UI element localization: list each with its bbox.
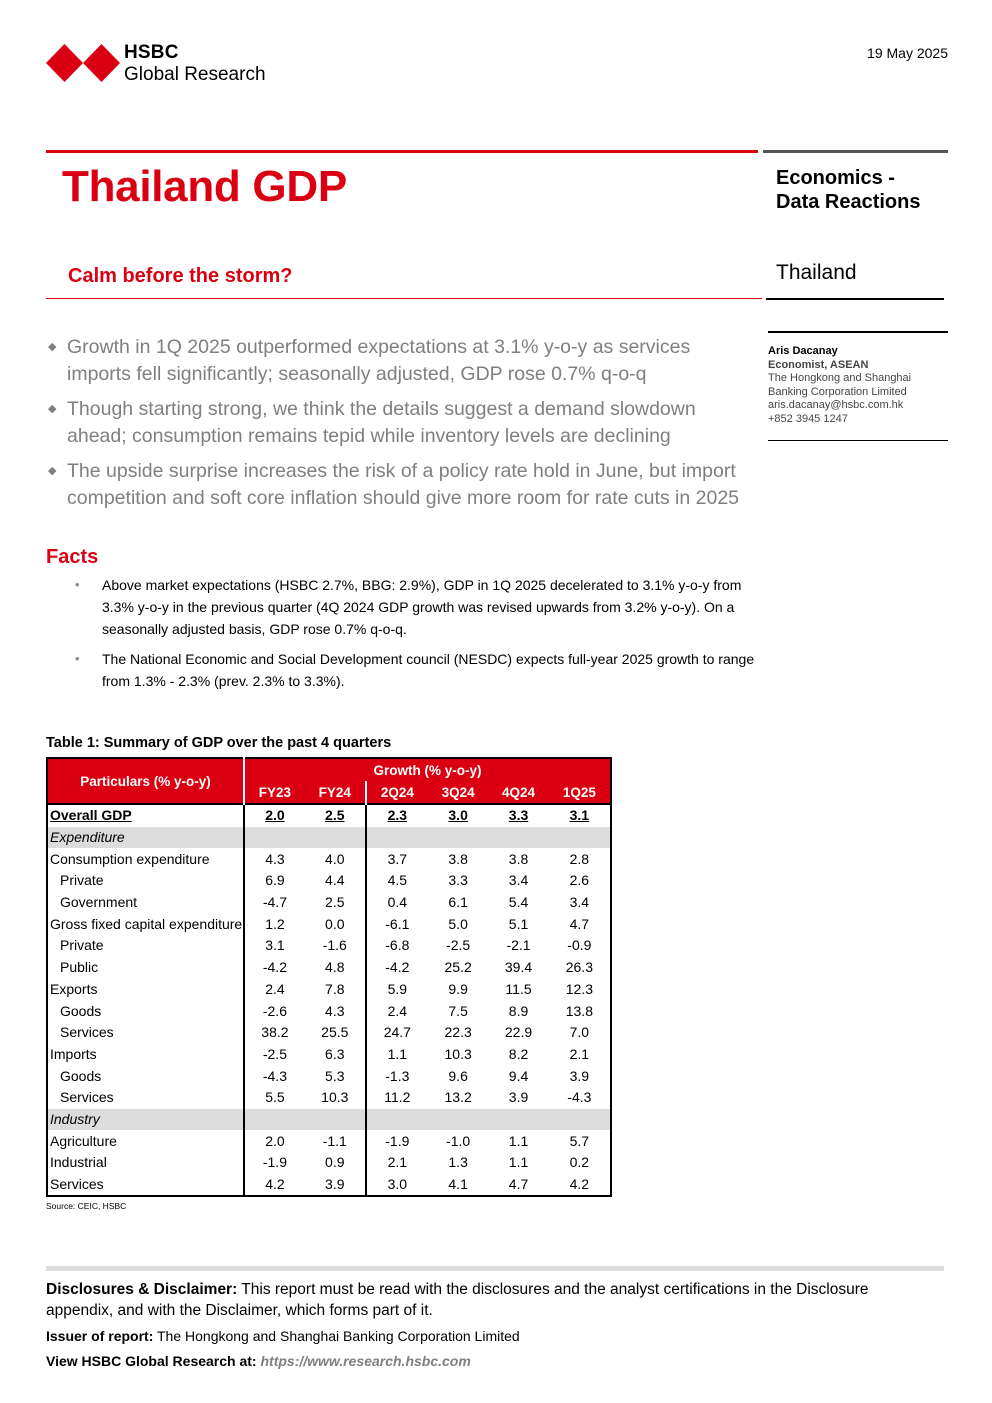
column-header: FY24: [305, 781, 366, 804]
country-label: Thailand: [776, 261, 857, 284]
table-cell: 8.2: [508, 1045, 529, 1062]
table-cell: -6.8: [366, 935, 428, 957]
research-link[interactable]: https://www.research.hsbc.com: [260, 1353, 471, 1369]
table-cell: [549, 1109, 611, 1131]
disclosure-note: [46, 1279, 926, 1321]
table-cell: 9.9: [448, 980, 468, 997]
table-row: [47, 1065, 611, 1087]
author-org-1: The Hongkong and Shanghai: [768, 372, 912, 384]
issuer-text: The Hongkong and Shanghai Banking Corporation Limited: [157, 1328, 520, 1344]
bullet-dot-icon: •: [75, 577, 80, 592]
table-row: [47, 1130, 611, 1152]
diamond-bullet-icon: ◆: [48, 465, 57, 477]
section-row: [47, 1109, 611, 1131]
table-cell: 2.1: [569, 1045, 590, 1062]
table-cell: 3.0: [428, 804, 488, 827]
table-cell: 5.4: [508, 894, 529, 911]
table-cell: 4.3: [325, 1002, 345, 1019]
page-title: Thailand GDP: [62, 162, 347, 211]
column-header: 3Q24: [428, 781, 488, 804]
table-cell: 13.2: [444, 1089, 472, 1106]
table-cell: 6.3: [325, 1045, 345, 1062]
row-label: Agriculture: [47, 1130, 244, 1152]
row-label: Imports: [47, 1044, 244, 1066]
brand-subtitle: Global Research: [124, 64, 266, 85]
table-cell: 4.8: [325, 959, 345, 976]
column-header: 2Q24: [366, 781, 428, 804]
table-cell: 3.7: [366, 848, 428, 870]
table-row: [47, 957, 611, 979]
row-label: Goods: [47, 1065, 244, 1087]
page-subtitle: Calm before the storm?: [68, 265, 293, 287]
table-cell: -4.7: [262, 894, 287, 911]
title-rule: [46, 150, 758, 153]
table-cell: 0.2: [569, 1154, 590, 1171]
view-label: View HSBC Global Research at:: [46, 1353, 257, 1369]
highlight-item: ◆ Growth in 1Q 2025 outperformed expectations at 3.1% y-o-y as services imports fell significantly; seasonally adjusted, GDP rose 0.7% q-o-q: [48, 336, 691, 385]
table-cell: 2.5: [305, 804, 366, 827]
table-cell: 2.5: [325, 894, 345, 911]
table-cell: 3.9: [325, 1176, 345, 1193]
table-cell: 7.0: [569, 1024, 590, 1041]
table-cell: 1.1: [508, 1154, 529, 1171]
disclosure-label: Disclosures & Disclaimer:: [46, 1281, 238, 1298]
table-cell: 4.5: [366, 870, 428, 892]
table-cell: 4.2: [569, 1176, 590, 1193]
row-label: Services: [47, 1087, 244, 1109]
diamond-bullet-icon: ◆: [48, 403, 57, 415]
table-row: [47, 870, 611, 892]
row-label: Goods: [47, 1000, 244, 1022]
table-cell: 4.3: [265, 850, 285, 867]
table-cell: 24.7: [366, 1022, 428, 1044]
report-category: [776, 166, 921, 214]
table-cell: -4.2: [366, 957, 428, 979]
table-cell: 2.0: [265, 1132, 285, 1149]
row-label: Private: [47, 870, 244, 892]
particulars-header: Particulars (% y-o-y): [47, 758, 244, 804]
fact-item: • The National Economic and Social Development council (NESDC) expects full-year 2025 growth to range from 1.3% - 2.3% (prev. 2.3% to 3.3%).: [75, 648, 765, 692]
table-cell: [549, 827, 611, 849]
sidebar-rule: [763, 150, 948, 153]
table-cell: -6.1: [366, 913, 428, 935]
table-cell: -2.6: [262, 1002, 287, 1019]
table-source: Source: CEIC, HSBC: [46, 1201, 127, 1211]
highlight-item: ◆ The upside surprise increases the risk of a policy rate hold in June, but import competition and soft core inflation should give more room for rate cuts in 2025: [48, 460, 740, 509]
table-cell: 5.3: [325, 1067, 345, 1084]
author-rule-bottom: [768, 440, 948, 441]
column-header: 1Q25: [549, 781, 611, 804]
author-org-2: Banking Corporation Limited: [768, 385, 907, 398]
table-cell: 2.1: [366, 1152, 428, 1174]
author-block: [768, 345, 911, 426]
table-cell: 1.2: [265, 915, 285, 932]
category-line-2: Data Reactions: [776, 191, 921, 213]
author-name: Aris Dacanay: [768, 345, 838, 357]
author-phone: +852 3945 1247: [768, 412, 848, 425]
table-cell: 4.2: [265, 1176, 285, 1193]
table-cell: 39.4: [504, 959, 533, 976]
section-label: Expenditure: [47, 827, 244, 849]
table-cell: 10.3: [321, 1089, 349, 1106]
table-cell: 0.4: [366, 892, 428, 914]
gdp-summary-table: [46, 757, 612, 1197]
table-cell: 4.7: [569, 915, 590, 932]
table-cell: 2.4: [265, 980, 285, 997]
table-cell: -4.3: [567, 1089, 592, 1106]
table-cell: 26.3: [565, 959, 593, 976]
view-research: [46, 1353, 471, 1369]
table-cell: 8.9: [508, 1002, 529, 1019]
row-label: Services: [47, 1022, 244, 1044]
table-row: [47, 1022, 611, 1044]
table-cell: 11.5: [505, 980, 532, 997]
table-title: Table 1: Summary of GDP over the past 4 quarters: [46, 735, 392, 751]
table-cell: 9.4: [508, 1067, 529, 1084]
column-header: FY23: [244, 781, 305, 804]
issuer-note: [46, 1328, 520, 1344]
table-cell: [305, 1109, 366, 1131]
table-cell: 3.9: [508, 1089, 529, 1106]
table-cell: 2.3: [366, 804, 428, 827]
table-cell: -1.3: [366, 1065, 428, 1087]
table-cell: 4.0: [325, 850, 345, 867]
column-header: 4Q24: [488, 781, 548, 804]
table-cell: 5.7: [569, 1132, 590, 1149]
table-cell: 0.9: [325, 1154, 345, 1171]
table-cell: -2.5: [446, 937, 471, 954]
table-cell: 22.3: [444, 1024, 472, 1041]
fact-item: • Above market expectations (HSBC 2.7%, BBG: 2.9%), GDP in 1Q 2025 decelerated to 3.1% y-o-y from 3.3% y-o-y in the previous quarter (4Q 2024 GDP growth was revised upwards from 3.2% y-o-y). On a seasonally adjusted basis, GDP rose 0.7% q-o-q.: [75, 574, 765, 640]
table-cell: [366, 827, 428, 849]
highlights-list: [46, 334, 746, 520]
table-cell: 7.8: [325, 980, 345, 997]
table-row: [47, 935, 611, 957]
diamond-bullet-icon: ◆: [48, 341, 57, 353]
table-cell: 2.4: [366, 1000, 428, 1022]
table-cell: 2.8: [569, 850, 590, 867]
subtitle-rule: [46, 298, 762, 299]
table-cell: -2.1: [506, 937, 531, 954]
table-cell: [305, 827, 366, 849]
brand-name: HSBC: [124, 42, 179, 63]
row-label: Government: [47, 892, 244, 914]
table-cell: 1.1: [366, 1044, 428, 1066]
country-rule: [766, 298, 944, 300]
table-cell: 3.4: [508, 872, 529, 889]
table-cell: 7.5: [448, 1002, 468, 1019]
row-label: Private: [47, 935, 244, 957]
table-cell: 5.1: [508, 915, 529, 932]
row-label: Overall GDP: [47, 804, 244, 827]
table-cell: -1.9: [366, 1130, 428, 1152]
table-cell: 1.1: [508, 1132, 529, 1149]
table-cell: 4.7: [508, 1176, 529, 1193]
highlight-item: ◆ Though starting strong, we think the details suggest a demand slowdown ahead; consumption remains tepid while inventory levels are declining: [48, 398, 696, 447]
category-line-1: Economics -: [776, 167, 895, 189]
table-cell: [428, 827, 488, 849]
table-cell: 2.6: [569, 872, 590, 889]
row-label: Industrial: [47, 1152, 244, 1174]
facts-heading: Facts: [46, 546, 99, 568]
row-label: Consumption expenditure: [47, 848, 244, 870]
growth-header: Growth (% y-o-y): [244, 758, 611, 781]
table-cell: 25.2: [444, 959, 472, 976]
table-cell: 3.1: [265, 937, 285, 954]
table-row: [47, 913, 611, 935]
report-date: 19 May 2025: [867, 45, 948, 61]
table-cell: [244, 1109, 305, 1131]
table-cell: 4.4: [325, 872, 345, 889]
table-cell: 9.6: [448, 1067, 468, 1084]
table-cell: 5.9: [366, 979, 428, 1001]
table-row: [47, 1087, 611, 1109]
table-cell: 0.0: [325, 915, 345, 932]
table-cell: 25.5: [321, 1024, 349, 1041]
section-row: [47, 827, 611, 849]
table-cell: 1.3: [448, 1154, 468, 1171]
table-cell: [244, 827, 305, 849]
author-role: Economist, ASEAN: [768, 358, 869, 371]
table-cell: [488, 827, 548, 849]
table-cell: -4.3: [262, 1067, 287, 1084]
table-row: [47, 1152, 611, 1174]
table-row: [47, 1044, 611, 1066]
table-cell: 4.1: [448, 1176, 468, 1193]
table-cell: 22.9: [504, 1024, 533, 1041]
section-label: Industry: [47, 1109, 244, 1131]
row-label: Exports: [47, 979, 244, 1001]
table-cell: 2.0: [244, 804, 305, 827]
table-cell: -1.1: [322, 1132, 347, 1149]
table-cell: 13.8: [565, 1002, 593, 1019]
table-cell: -2.5: [262, 1045, 287, 1062]
table-cell: -0.9: [567, 937, 592, 954]
table-cell: 3.9: [569, 1067, 590, 1084]
table-cell: 6.9: [265, 872, 285, 889]
table-cell: 6.1: [448, 894, 468, 911]
table-cell: 3.8: [448, 850, 468, 867]
table-cell: -4.2: [262, 959, 287, 976]
hsbc-hexagon-logo: [46, 44, 120, 82]
row-label: Gross fixed capital expenditure: [47, 913, 244, 935]
table-row: [47, 848, 611, 870]
issuer-label: Issuer of report:: [46, 1328, 154, 1344]
table-cell: 3.3: [488, 804, 548, 827]
table-cell: [488, 1109, 548, 1131]
table-row: [47, 1000, 611, 1022]
bullet-dot-icon: •: [75, 651, 80, 666]
table-cell: 38.2: [261, 1024, 289, 1041]
disclosure-text: This report must be read with the disclosures and the analyst certifications in the Disclosure appendix, and with the Disclaimer, which forms part of it.: [46, 1281, 869, 1319]
table-cell: -1.6: [322, 937, 347, 954]
row-label: Services: [47, 1174, 244, 1197]
table-row: [47, 979, 611, 1001]
table-cell: [366, 1109, 428, 1131]
table-row: [47, 1174, 611, 1197]
table-cell: 10.3: [444, 1045, 472, 1062]
table-row: [47, 892, 611, 914]
table-cell: 12.3: [565, 980, 593, 997]
table-cell: 3.3: [448, 872, 468, 889]
table-cell: 3.4: [569, 894, 590, 911]
table-cell: 11.2: [366, 1087, 428, 1109]
author-rule-top: [768, 331, 948, 333]
table-cell: 3.0: [366, 1174, 428, 1197]
footer-divider: [46, 1266, 944, 1271]
facts-list: [75, 574, 765, 700]
author-email[interactable]: aris.dacanay@hsbc.com.hk: [768, 399, 904, 411]
table-cell: 3.8: [508, 850, 529, 867]
table-row: [47, 804, 611, 827]
table-cell: -1.9: [262, 1154, 287, 1171]
table-cell: 3.1: [549, 804, 611, 827]
table-cell: 5.5: [265, 1089, 285, 1106]
row-label: Public: [47, 957, 244, 979]
table-cell: -1.0: [446, 1132, 471, 1149]
table-cell: [428, 1109, 488, 1131]
table-cell: 5.0: [448, 915, 468, 932]
